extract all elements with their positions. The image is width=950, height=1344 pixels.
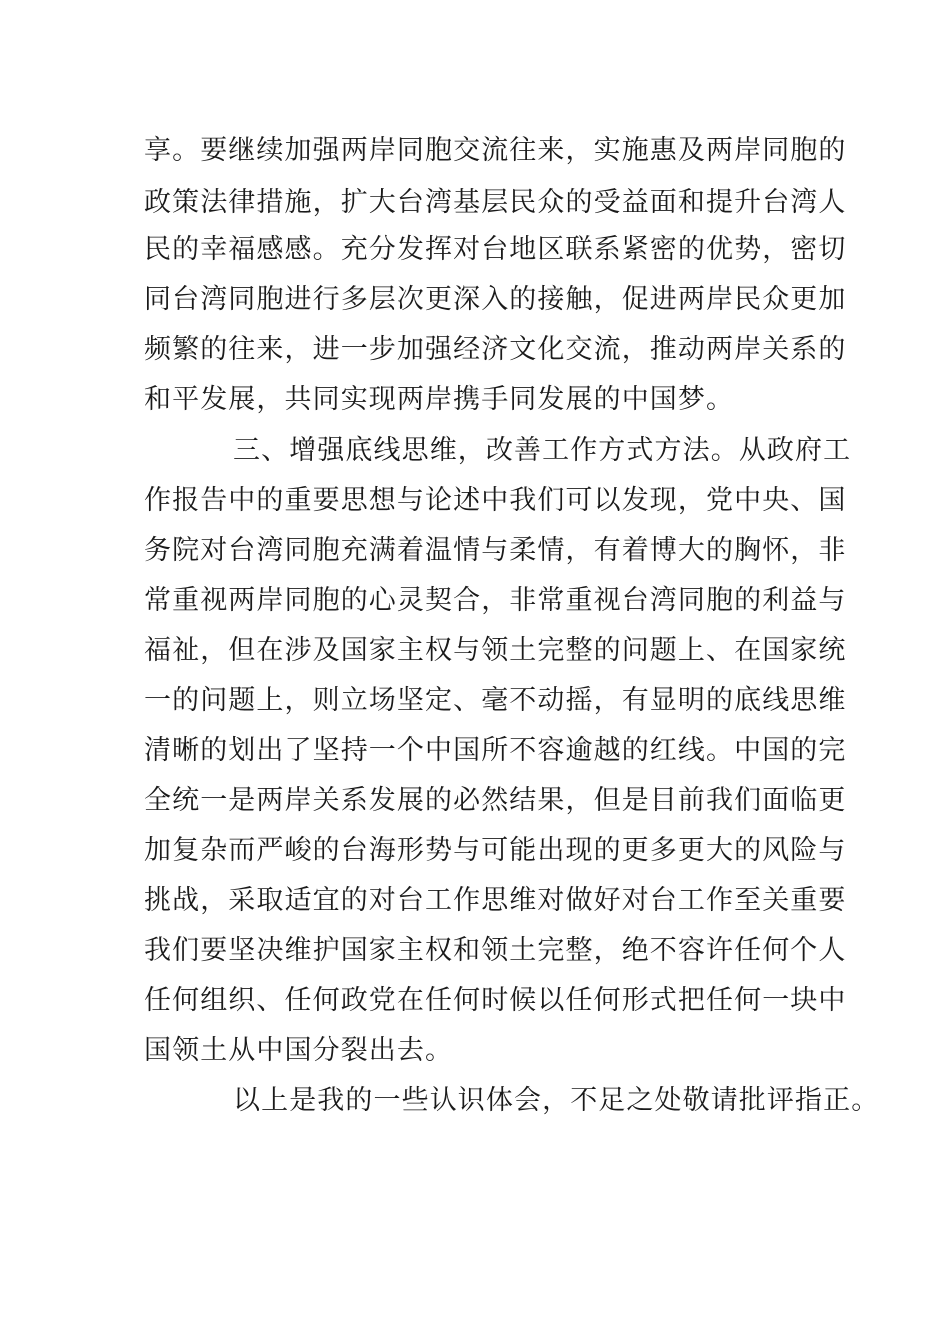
text-line: 和平发展，共同实现两岸携手同发展的中国梦。	[144, 384, 735, 415]
text-line: 全统一是两岸关系发展的必然结果，但是目前我们面临更	[144, 785, 847, 816]
text-line: 务院对台湾同胞充满着温情与柔情，有着博大的胸怀，非	[144, 535, 847, 566]
text-line: 政策法律措施，扩大台湾基层民众的受益面和提升台湾人	[144, 187, 847, 218]
text-line: 享。要继续加强两岸同胞交流往来，实施惠及两岸同胞的	[144, 135, 847, 166]
text-line: 作报告中的重要思想与论述中我们可以发现，党中央、国	[144, 485, 847, 516]
closing-remark-line: 以上是我的一些认识体会，不足之处敬请批评指正。	[233, 1085, 880, 1116]
text-line: 加复杂而严峻的台海形势与可能出现的更多更大的风险与	[144, 835, 847, 866]
text-line: 同台湾同胞进行多层次更深入的接触，促进两岸民众更加	[144, 284, 847, 315]
text-line: 清晰的划出了坚持一个中国所不容逾越的红线。中国的完	[144, 735, 847, 766]
text-line: 常重视两岸同胞的心灵契合，非常重视台湾同胞的利益与	[144, 585, 847, 616]
text-line: 国领土从中国分裂出去。	[144, 1035, 454, 1066]
section-three-heading-line: 三、增强底线思维，改善工作方式方法。从政府工	[233, 435, 852, 466]
text-line: 频繁的往来，进一步加强经济文化交流，推动两岸关系的	[144, 334, 847, 365]
text-line: 福祉，但在涉及国家主权与领土完整的问题上、在国家统	[144, 635, 847, 666]
text-line: 任何组织、任何政党在任何时候以任何形式把任何一块中	[144, 985, 847, 1016]
text-line: 我们要坚决维护国家主权和领土完整，绝不容许任何个人	[144, 935, 847, 966]
text-line: 一的问题上，则立场坚定、毫不动摇，有显明的底线思维	[144, 685, 847, 716]
text-line: 挑战，采取适宜的对台工作思维对做好对台工作至关重要	[144, 885, 847, 916]
text-line: 民的幸福感感。充分发挥对台地区联系紧密的优势，密切	[144, 234, 847, 265]
